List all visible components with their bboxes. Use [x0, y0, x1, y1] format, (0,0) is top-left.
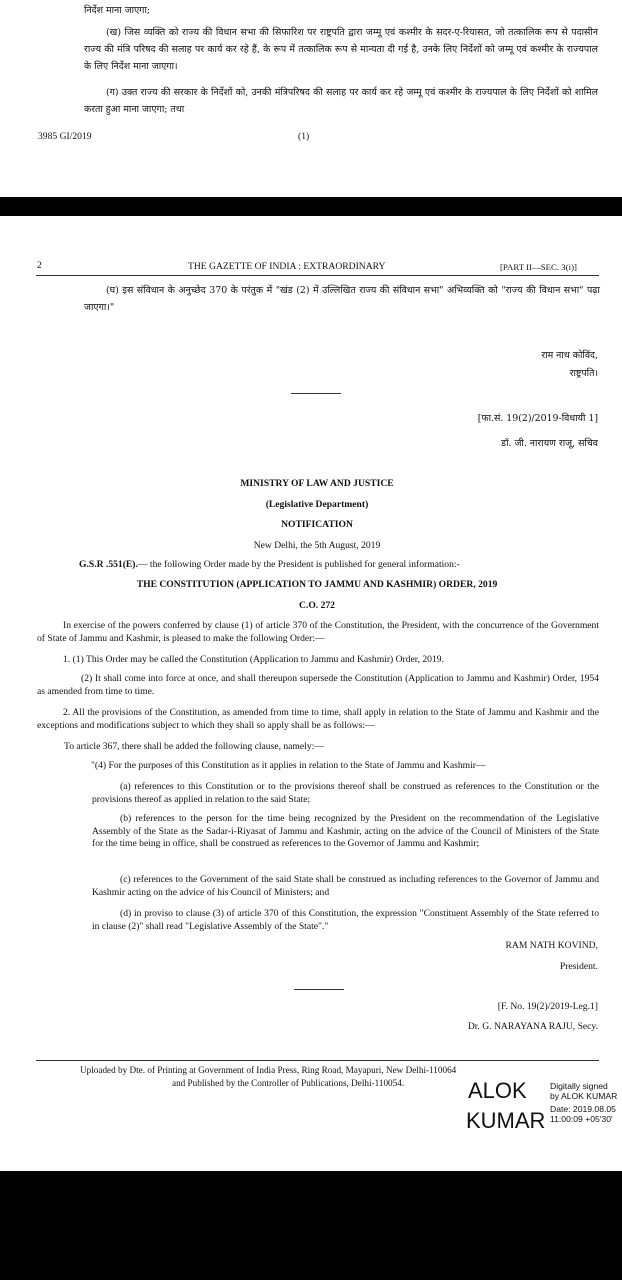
- hindi-file-number: [फा.सं. 19(2)/2019-विधायी 1]: [477, 413, 598, 424]
- header-part: [PART II—SEC. 3(i)]: [500, 262, 577, 272]
- para-1-1: 1. (1) This Order may be called the Constitution (Application to Jammu and Kashmir) Order, 2019.: [63, 654, 444, 665]
- header-title: THE GAZETTE OF INDIA : EXTRAORDINARY: [188, 261, 386, 272]
- para-1-2: (2) It shall come into force at once, and shall thereupon supersede the Constitution (Application to Jammu and Kashmir) Order, 1954 as amended from time to time.: [37, 673, 599, 697]
- clause-b: (b) references to the person for the time being recognized by the President on the recommendation of the Legislative Assembly of the State as the Sadar-i-Riyasat of Jammu and Kashmir, acting on the advice of the Council of Ministers of the State for the time being in office, shall be construed as references to the Governor of Jammu and Kashmir;: [92, 813, 599, 849]
- page1-footer-code: 3985 GI/2019: [38, 131, 92, 142]
- hindi-secretary: डॉ. जी. नारायण राजू, सचिव: [501, 438, 598, 449]
- digital-signature: [466, 1077, 622, 1139]
- notification-heading: NOTIFICATION: [281, 519, 353, 530]
- hindi-line-top: निर्देश माना जाएगा;: [84, 5, 151, 16]
- footer-line-2: and Published by the Controller of Publications, Delhi-110054.: [172, 1078, 405, 1088]
- header-page-number: 2: [37, 260, 42, 271]
- clause-4: "(4) For the purposes of this Constitution as it applies in relation to the State of Jammu and Kashmir—: [91, 760, 486, 771]
- department-heading: (Legislative Department): [265, 499, 369, 510]
- hindi-divider: [291, 393, 341, 394]
- clause-d: (d) in proviso to clause (3) of article 370 of this Constitution, the expression "Constituent Assembly of the State referred to in clause (2)" shall read "Legislative Assembly of the State".": [92, 908, 599, 932]
- preamble: In exercise of the powers conferred by clause (1) of article 370 of the Constitution, the President, with the concurrence of the Government of State of Jammu and Kashmir, is pleased to make the following Order:—: [37, 620, 599, 644]
- para-2: 2. All the provisions of the Constitution, as amended from time to time, shall apply in relation to the State of Jammu and Kashmir and the exceptions and modifications subject to which they shall so apply shall be as follows:—: [37, 707, 599, 731]
- signature-label-1: Digitally signed: [550, 1081, 608, 1091]
- signature-label-2: by ALOK KUMAR: [550, 1091, 618, 1101]
- file-number: [F. No. 19(2)/2019-Leg.1]: [497, 1001, 598, 1012]
- gsr-text: — the following Order made by the President is published for general information:-: [137, 559, 460, 570]
- order-title: THE CONSTITUTION (APPLICATION TO JAMMU AND KASHMIR) ORDER, 2019: [136, 579, 498, 590]
- hindi-signatory-name: राम नाथ कोविंद,: [541, 350, 598, 361]
- signatory-title: President.: [559, 961, 598, 972]
- footer-line-1: Uploaded by Dte. of Printing at Government of India Press, Ring Road, Mayapuri, New Delhi-110064: [80, 1065, 457, 1075]
- gsr-line: [79, 559, 599, 572]
- hindi-para-gha: (घ) इस संविधान के अनुच्छेद 370 के परंतुक में "खंड (2) में उल्लिखित राज्य की संविधान सभा" अभिव्यक्ति को "राज्य की विधान सभा" पढ़ा जाएगा।": [84, 285, 600, 313]
- signature-name-last: KUMAR: [466, 1108, 546, 1133]
- secretary: Dr. G. NARAYANA RAJU, Secy.: [467, 1021, 598, 1032]
- notification-date: New Delhi, the 5th August, 2019: [253, 540, 381, 551]
- page1-footer-page-number: (1): [298, 131, 310, 142]
- signatory-name: RAM NATH KOVIND,: [505, 940, 598, 951]
- ministry-heading: MINISTRY OF LAW AND JUSTICE: [240, 478, 394, 489]
- gazette-page-2: [0, 216, 622, 1171]
- hindi-signatory-title: राष्ट्रपति।: [569, 368, 598, 379]
- english-divider: [294, 989, 344, 990]
- clause-a: (a) references to this Constitution or to the provisions thereof shall be construed as references to the Constitution or the provisions thereof as applied in relation to the said State;: [92, 781, 599, 805]
- gsr-number: G.S.R .551(E).: [79, 559, 138, 570]
- header-rule: [36, 275, 599, 276]
- clause-c: (c) references to the Government of the said State shall be construed as including references to the Governor of Jammu and Kashmir acting on the advice of his Council of Ministers; and: [92, 874, 599, 898]
- hindi-para-kha: (ख) जिस व्यक्ति को राज्य की विधान सभा की सिफारिश पर राष्ट्रपति द्वारा जम्मू एवं कश्मीर के सदर-ए-रियासत, जो तत्कालिक रूप से पदासीन राज्य की मंत्रि परिषद की सलाह पर कार्य कर रहे हैं, के रूप में तत्कालिक रूप से मान्यता दी गई है, उनके लिए निर्देशों को जम्मू एवं कश्मीर के राज्यपाल के लिए निर्देश माना जाएगा।: [84, 27, 598, 72]
- co-number: C.O. 272: [299, 600, 335, 611]
- signature-date: Date: 2019.08.05: [550, 1104, 616, 1114]
- gazette-page-1: [0, 0, 622, 197]
- article-367-intro: To article 367, there shall be added the following clause, namely:—: [64, 741, 324, 752]
- signature-time: 11:00:09 +05'30': [550, 1114, 613, 1124]
- footer-rule: [36, 1060, 599, 1061]
- signature-name-first: ALOK: [468, 1078, 527, 1103]
- hindi-para-ga: (ग) उक्त राज्य की सरकार के निर्देशों को, उनकी मंत्रिपरिषद की सलाह पर कार्य कर रहे जम्मू एवं कश्मीर के राज्यपाल के लिए निर्देशों को शामिल करता हुआ माना जाएगा; तथा: [84, 87, 598, 115]
